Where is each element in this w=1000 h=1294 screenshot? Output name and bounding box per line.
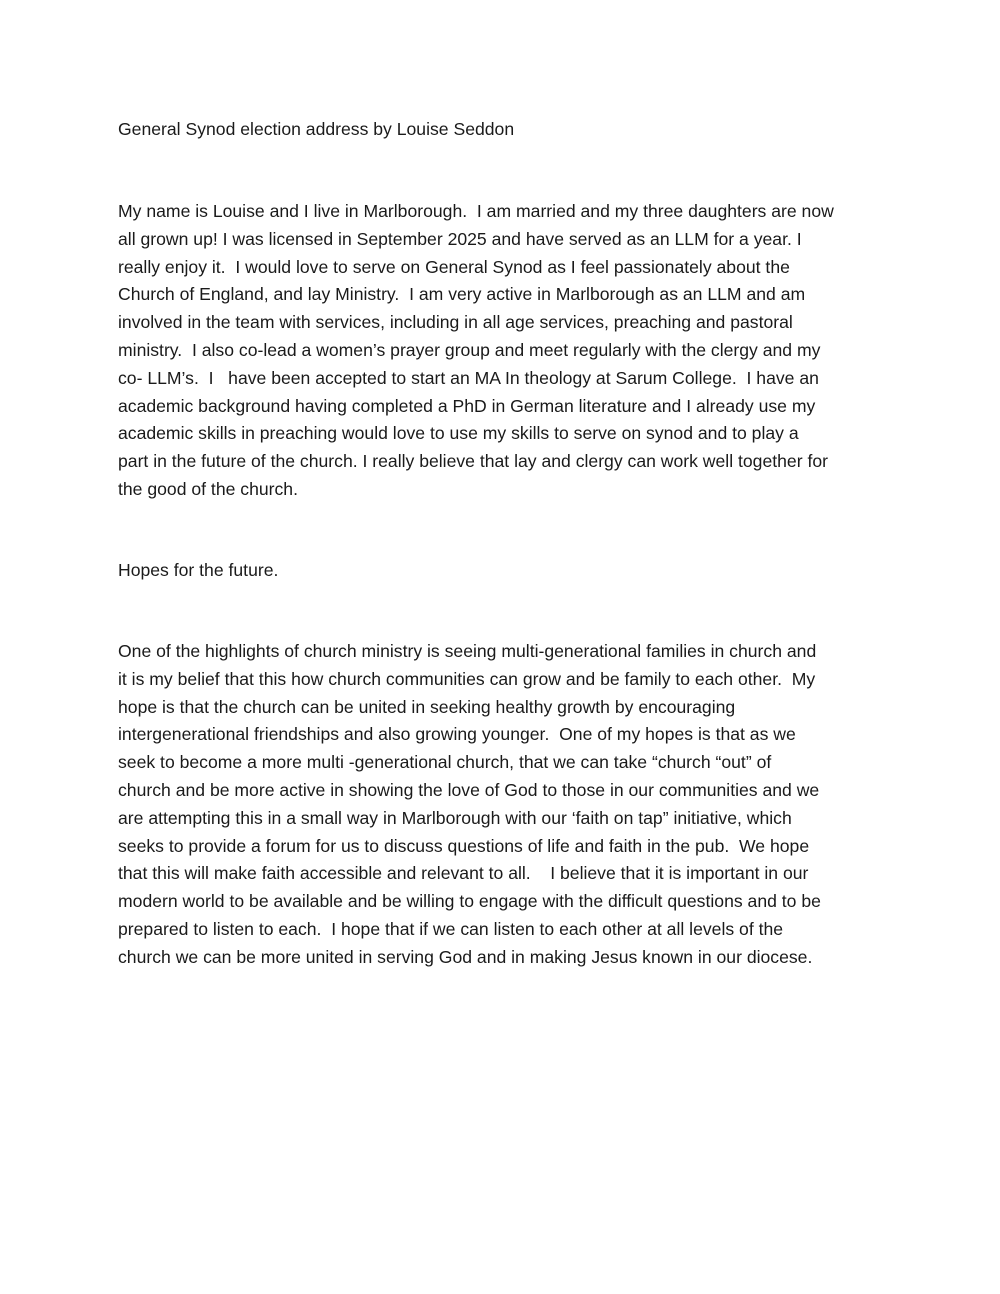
intro-line: the good of the church. (118, 478, 298, 499)
intro-line: co- LLM’s. I have been accepted to start an MA In theology at Sarum College. I have an (118, 367, 819, 388)
intro-line: Church of England, and lay Ministry. I am very active in Marlborough as an LLM and am (118, 284, 806, 305)
intro-paragraph (118, 198, 898, 504)
hopes-line: hope is that the church can be united in seeking healthy growth by encouraging (118, 696, 736, 717)
hopes-line: it is my belief that this how church communities can grow and be family to each other. My (118, 668, 816, 689)
intro-line: all grown up! I was licensed in September 2025 and have served as an LLM for a year. I (118, 228, 802, 249)
intro-line: involved in the team with services, including in all age services, preaching and pastoral (118, 312, 793, 333)
intro-line: part in the future of the church. I really believe that lay and clergy can work well together for (118, 451, 828, 472)
hopes-line: that this will make faith accessible and relevant to all. I believe that it is important in our (118, 863, 809, 884)
hopes-line: prepared to listen to each. I hope that if we can listen to each other at all levels of the (118, 918, 784, 939)
intro-line: My name is Louise and I live in Marlborough. I am married and my three daughters are now (118, 201, 834, 221)
hopes-line: church we can be more united in serving God and in making Jesus known in our diocese. (118, 946, 813, 967)
hopes-line: seeks to provide a forum for us to discuss questions of life and faith in the pub. We hope (118, 835, 810, 856)
intro-line: academic background having completed a PhD in German literature and I already use my (118, 395, 816, 416)
document-title: General Synod election address by Louise Seddon (118, 119, 515, 139)
hopes-line: are attempting this in a small way in Marlborough with our ‘faith on tap” initiative, which (118, 807, 792, 828)
hopes-line: church and be more active in showing the love of God to those in our communities and we (118, 779, 820, 800)
intro-line: really enjoy it. I would love to serve on General Synod as I feel passionately about the (118, 256, 790, 277)
section-heading: Hopes for the future. (118, 560, 279, 580)
hopes-line: One of the highlights of church ministry is seeing multi-generational families in church and (118, 641, 817, 661)
intro-line: academic skills in preaching would love to use my skills to serve on synod and to play a (118, 423, 799, 444)
hopes-line: seek to become a more multi -generational church, that we can take “church “out” of (118, 752, 772, 773)
hopes-line: modern world to be available and be willing to engage with the difficult questions and to be (118, 891, 821, 912)
intro-line: ministry. I also co-lead a women’s prayer group and meet regularly with the clergy and my (118, 339, 821, 360)
hopes-line: intergenerational friendships and also growing younger. One of my hopes is that as we (118, 724, 796, 745)
hopes-paragraph (118, 638, 898, 972)
